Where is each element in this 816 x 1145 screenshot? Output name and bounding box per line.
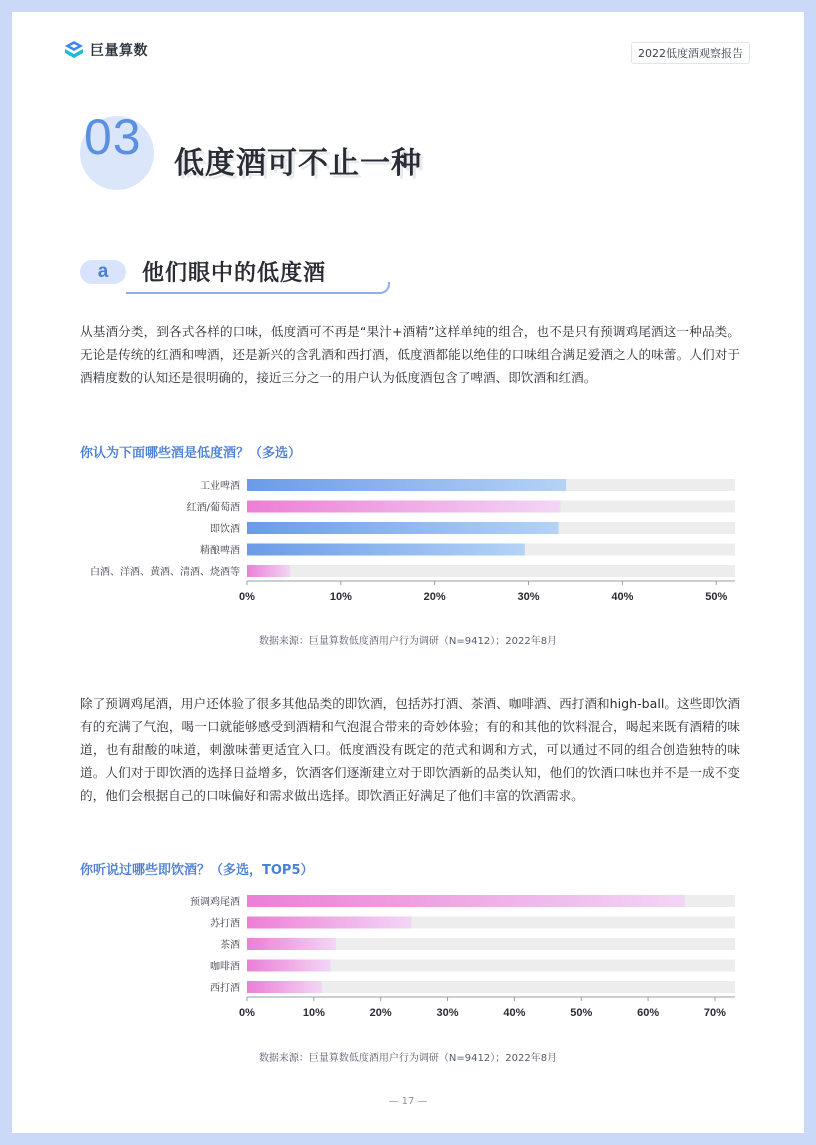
x-tick-label: 10%	[302, 1007, 325, 1019]
chart-1-title: 你认为下面哪些酒是低度酒？（多选）	[80, 446, 302, 461]
category-label: 工业啤酒	[200, 481, 240, 492]
section-number: 03	[84, 109, 142, 165]
bar	[247, 565, 290, 577]
logo-text: 巨量算数	[90, 43, 148, 59]
intro-paragraph: 从基酒分类，到各式各样的口味，低度酒可不再是“果汁+酒精”这样单纯的组合，也不是只有预调鸡尾酒这一种品类。无论是传统的红酒和啤酒，还是新兴的含乳酒和西打酒，低度酒都能以绝佳的口味组合满足爱酒之人的味蕾。人们对于酒精度数的认知还是很明确的，接近三分之一的用户认为低度酒包含了啤酒、即饮酒和红酒。	[80, 324, 740, 385]
report-title: 2022低度酒观察报告	[631, 42, 750, 64]
category-label: 苏打酒	[210, 918, 240, 930]
bar	[247, 895, 685, 907]
section-title: 低度酒可不止一种	[174, 146, 422, 181]
x-tick-label: 30%	[436, 1007, 459, 1019]
x-tick-label: 40%	[611, 591, 634, 603]
bar-track	[247, 565, 735, 577]
x-tick-label: 10%	[329, 591, 352, 603]
category-label: 西打酒	[210, 983, 240, 994]
chart-2-source: 数据来源：巨量算数低度酒用户行为调研（N=9412）；2022年8月	[258, 1053, 558, 1064]
bar	[247, 981, 322, 993]
chart-1	[12, 462, 804, 612]
category-label: 红酒/葡萄酒	[186, 502, 240, 514]
bar	[247, 960, 331, 972]
chart-1-source: 数据来源：巨量算数低度酒用户行为调研（N=9412）；2022年8月	[258, 636, 558, 647]
x-tick-label: 0%	[239, 591, 255, 603]
bar	[247, 938, 336, 950]
subsection-heading	[80, 258, 392, 284]
chart-2	[12, 878, 804, 1028]
logo-icon	[64, 40, 84, 60]
second-paragraph: 除了预调鸡尾酒，用户还体验了很多其他品类的即饮酒，包括苏打酒、茶酒、咖啡酒、西打酒和high-ball。这些即饮酒有的充满了气泡，喝一口就能够感受到酒精和气泡混合带来的奇妙体验；有的和其他的饮料混合，喝起来既有酒精的味道，也有甜酸的味道，刺激味蕾更适宜入口。低度酒没有既定的范式和调和方式，可以通过不同的组合创造独特的味道。人们对于即饮酒的选择日益增多，饮酒客们逐渐建立对于即饮酒新的品类认知，他们的饮酒口味也并不是一成不变的，他们会根据自己的口味偏好和需求做出选择。即饮酒正好满足了他们丰富的饮酒需求。	[80, 696, 740, 803]
report-page	[12, 12, 804, 1133]
x-tick-label: 60%	[637, 1007, 660, 1019]
page-number: — 17 —	[388, 1096, 428, 1107]
category-label: 茶酒	[220, 940, 240, 951]
x-tick-label: 70%	[703, 1007, 726, 1019]
x-tick-label: 50%	[705, 591, 728, 603]
x-tick-label: 30%	[517, 591, 540, 603]
x-tick-label: 40%	[503, 1007, 526, 1019]
bar	[247, 501, 560, 513]
category-label: 预调鸡尾酒	[190, 897, 240, 908]
subsection-title: 他们眼中的低度酒	[142, 261, 327, 286]
bar	[247, 522, 559, 534]
x-tick-label: 50%	[570, 1007, 593, 1019]
subsection-badge: a	[80, 260, 126, 284]
bar	[247, 479, 566, 491]
category-label: 白酒、洋酒、黄酒、清酒、烧酒等	[90, 567, 240, 578]
chart-2-title: 你听说过哪些即饮酒？（多选，TOP5）	[80, 863, 314, 878]
bar	[247, 917, 411, 929]
category-label: 即饮酒	[210, 524, 240, 535]
x-tick-label: 0%	[239, 1007, 255, 1019]
brand-logo	[64, 40, 148, 60]
bar	[247, 544, 525, 556]
x-tick-label: 20%	[423, 591, 446, 603]
category-label: 咖啡酒	[210, 961, 240, 973]
x-tick-label: 20%	[369, 1007, 392, 1019]
category-label: 精酿啤酒	[200, 545, 240, 557]
